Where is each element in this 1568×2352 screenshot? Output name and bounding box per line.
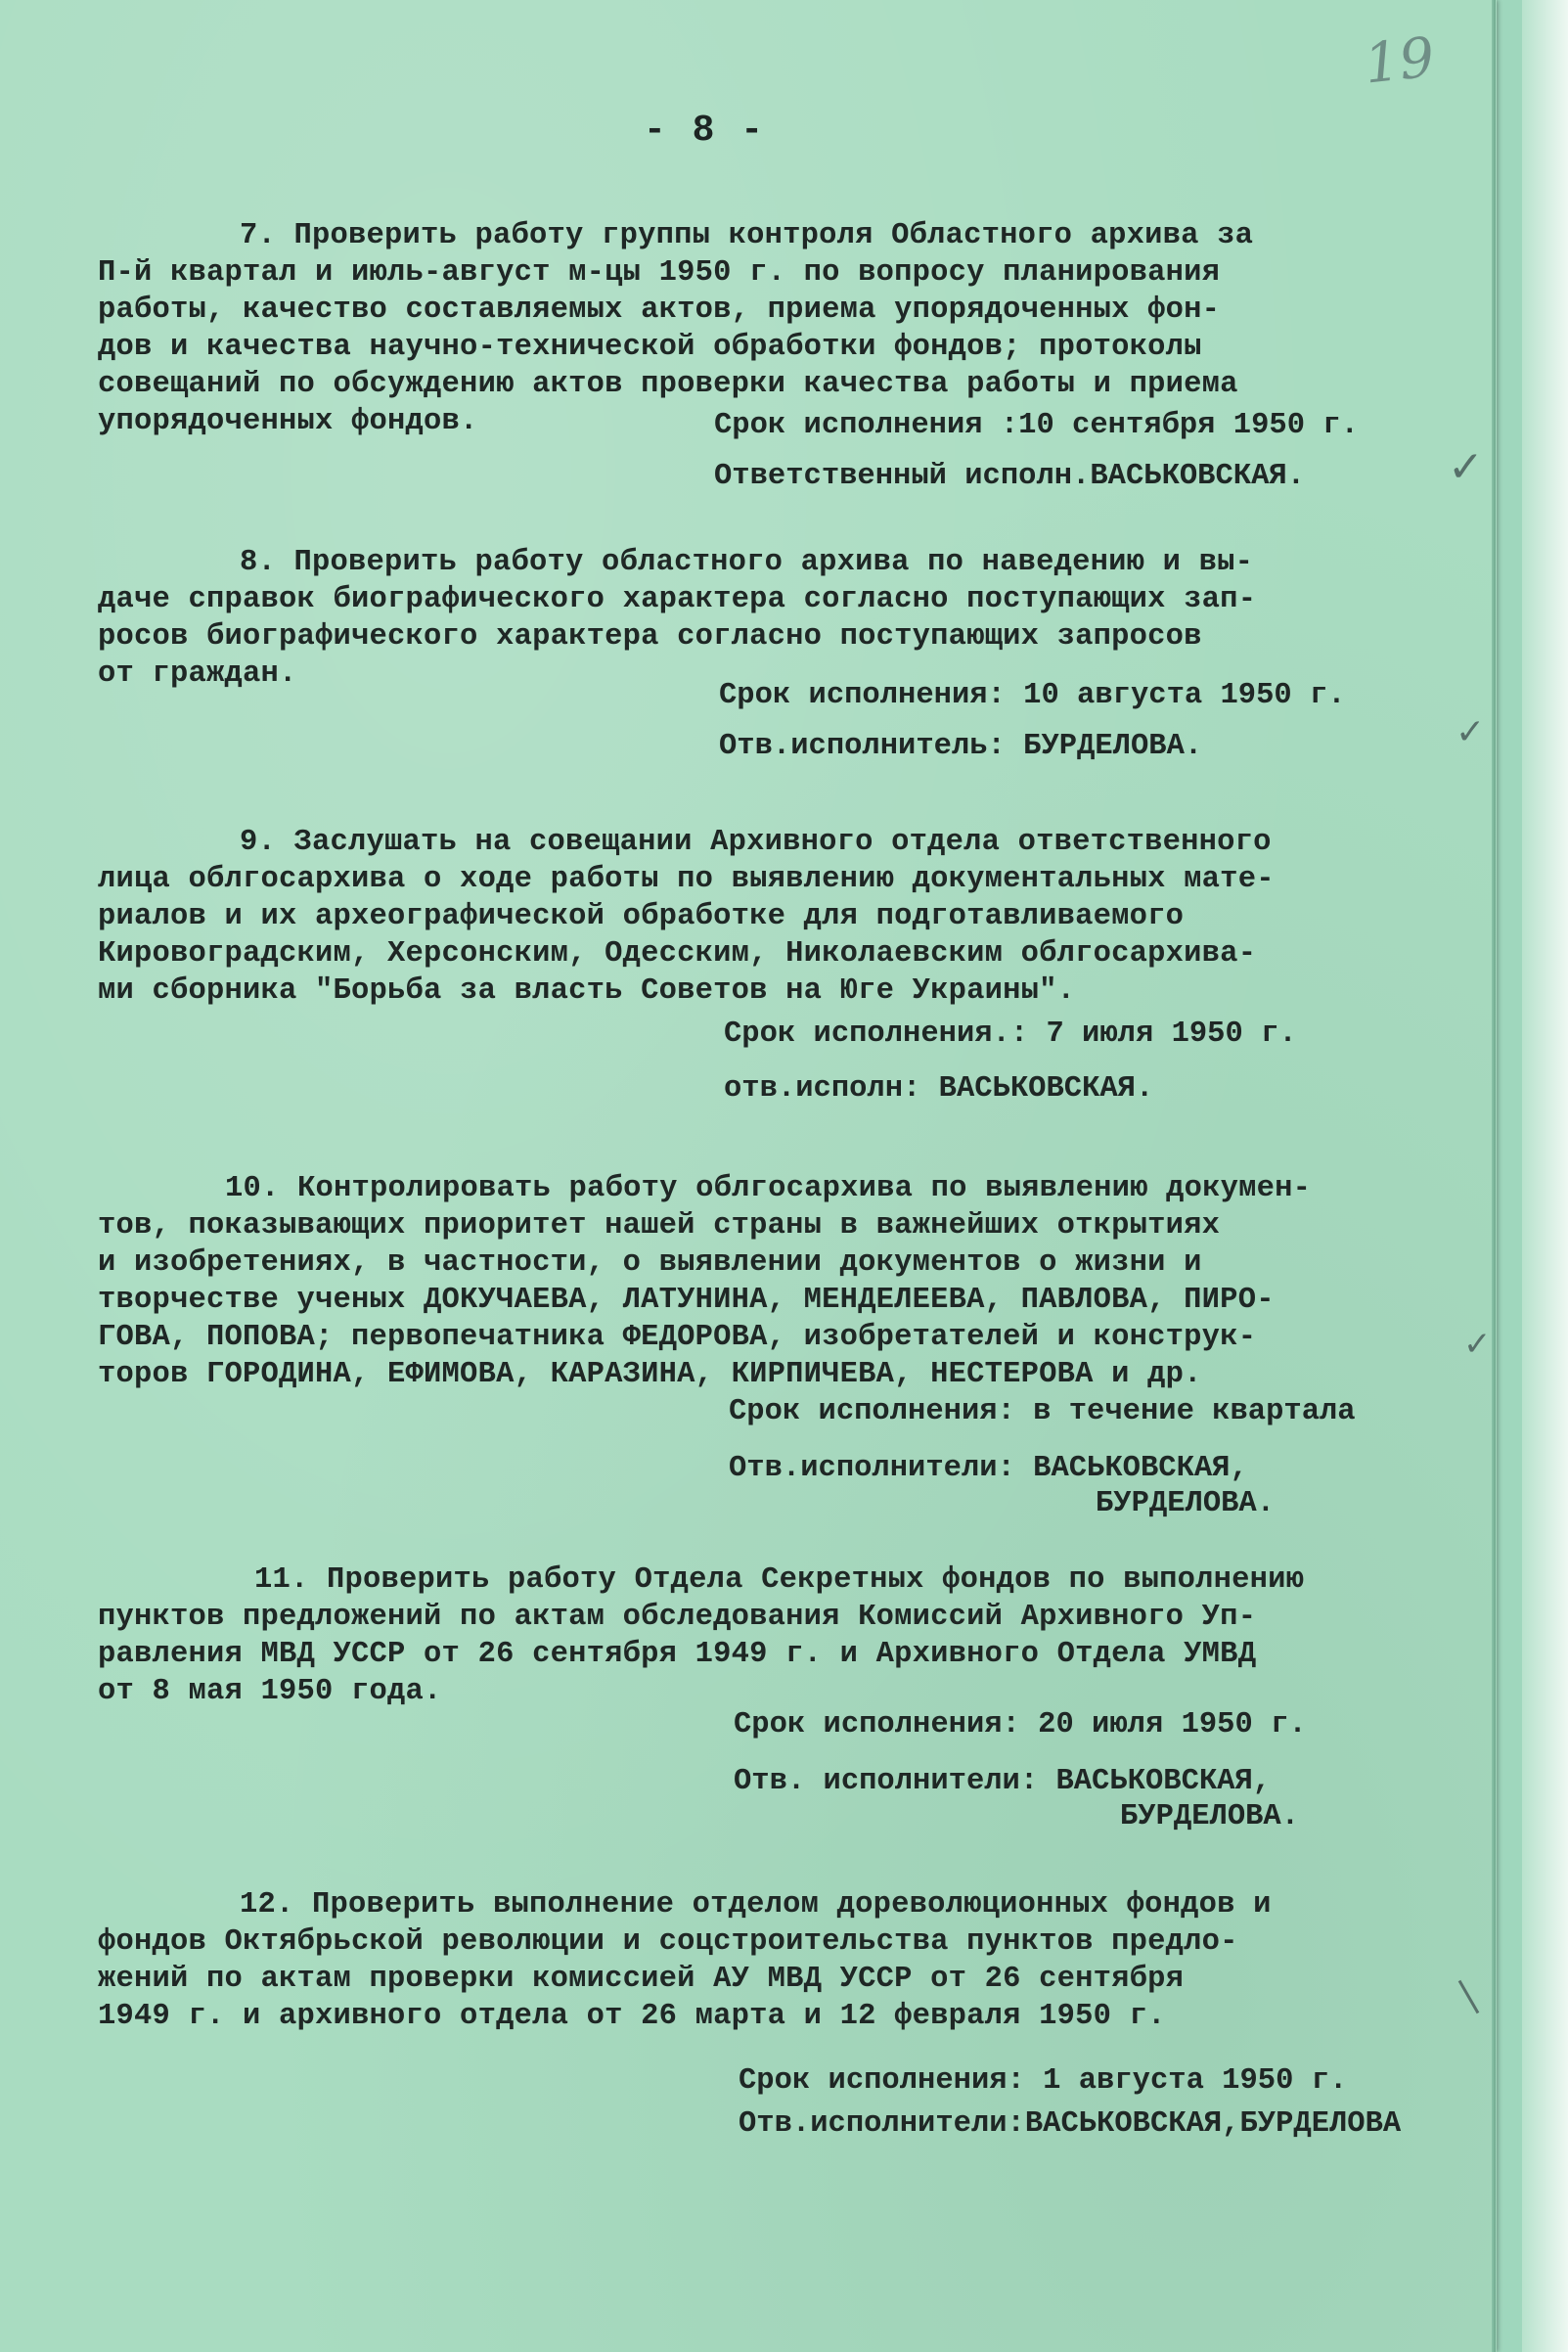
text-line: от граждан. — [98, 657, 297, 691]
text-line: 9. Заслушать на совещании Архивного отдела ответственного — [240, 826, 1272, 859]
text-line: фондов Октябрьской революции и соцстроительства пунктов предло- — [98, 1925, 1238, 1959]
text-line: творчестве ученых ДОКУЧАЕВА, ЛАТУНИНА, МЕНДЕЛЕЕВА, ПАВЛОВА, ПИРО- — [98, 1284, 1275, 1317]
item-9-deadline: Срок исполнения.: 7 июля 1950 г. — [724, 1018, 1297, 1051]
folio-number: 19 — [1361, 25, 1438, 97]
text-line: 10. Контролировать работу облгосархива по выявлению докумен- — [225, 1172, 1312, 1205]
item-8-text — [98, 544, 1482, 693]
text-line: лица облгосархива о ходе работы по выявлению документальных мате- — [98, 863, 1275, 896]
page-number: - 8 - — [643, 110, 766, 152]
text-line: тов, показывающих приоритет нашей страны в важнейших открытиях — [98, 1209, 1221, 1243]
check-mark-icon: ✓ — [1463, 1325, 1492, 1364]
item-8-executor: Отв.исполнитель: БУРДЕЛОВА. — [719, 730, 1203, 763]
check-mark-icon: ✓ — [1456, 712, 1486, 752]
item-11-deadline: Срок исполнения: 20 июля 1950 г. — [734, 1708, 1307, 1741]
text-line: даче справок биографического характера согласно поступающих зап- — [98, 583, 1257, 616]
underlying-sheet-edge — [1522, 0, 1568, 2352]
item-11-executor: Отв. исполнители: ВАСЬКОВСКАЯ, — [734, 1765, 1272, 1798]
text-line: работы, качество составляемых актов, приема упорядоченных фон- — [98, 294, 1221, 327]
text-line: 11. Проверить работу Отдела Секретных фондов по выполнению — [254, 1563, 1305, 1597]
text-line: совещаний по обсуждению актов проверки качества работы и приема — [98, 368, 1238, 401]
item-9-text — [98, 824, 1482, 1010]
item-10-executor: Отв.исполнители: ВАСЬКОВСКАЯ, — [729, 1452, 1248, 1485]
text-line: пунктов предложений по актам обследования Комиссий Архивного Уп- — [98, 1601, 1257, 1634]
item-11-text — [98, 1561, 1482, 1710]
text-line: ми сборника "Борьба за власть Советов на Юге Украины". — [98, 974, 1076, 1008]
item-10-executor-2: БУРДЕЛОВА. — [1096, 1487, 1276, 1520]
check-mark-icon: ✓ — [1448, 442, 1484, 492]
text-line: от 8 мая 1950 года. — [98, 1675, 442, 1708]
text-line: Кировоградским, Херсонским, Одесским, Николаевским облгосархива- — [98, 937, 1257, 971]
text-line: равления МВД УССР от 26 сентября 1949 г. и Архивного Отдела УМВД — [98, 1638, 1257, 1671]
item-8-deadline: Срок исполнения: 10 августа 1950 г. — [719, 679, 1346, 712]
item-12-text — [98, 1886, 1482, 2035]
text-line: 7. Проверить работу группы контроля Областного архива за — [240, 219, 1254, 252]
text-line: дов и качества научно-технической обработки фондов; протоколы — [98, 331, 1202, 364]
page-edge — [1492, 0, 1496, 2352]
text-line: и изобретениях, в частности, о выявлении документов о жизни и — [98, 1246, 1202, 1280]
item-10-deadline: Срок исполнения: в течение квартала — [729, 1395, 1356, 1428]
item-10-text — [98, 1170, 1482, 1393]
item-7-deadline: Срок исполнения :10 сентября 1950 г. — [714, 409, 1359, 442]
text-line: 8. Проверить работу областного архива по наведению и вы- — [240, 546, 1254, 579]
text-line: 1949 г. и архивного отдела от 26 марта и 12 февраля 1950 г. — [98, 2000, 1166, 2033]
text-line: риалов и их археографической обработке для подготавливаемого — [98, 900, 1185, 933]
text-line: ГОВА, ПОПОВА; первопечатника ФЕДОРОВА, изобретателей и конструк- — [98, 1321, 1257, 1354]
text-line: П-й квартал и июль-август м-цы 1950 г. по вопросу планирования — [98, 256, 1221, 290]
item-11-executor-2: БУРДЕЛОВА. — [1120, 1800, 1300, 1833]
text-line: 12. Проверить выполнение отделом дореволюционных фондов и — [240, 1888, 1272, 1922]
item-9-executor: отв.исполн: ВАСЬКОВСКАЯ. — [724, 1072, 1154, 1106]
text-line: жений по актам проверки комиссией АУ МВД УССР от 26 сентября — [98, 1963, 1185, 1996]
text-line: упорядоченных фондов. — [98, 405, 478, 438]
text-line: росов биографического характера согласно поступающих запросов — [98, 620, 1202, 654]
item-7-executor: Ответственный исполн.ВАСЬКОВСКАЯ. — [714, 460, 1305, 493]
text-line: торов ГОРОДИНА, ЕФИМОВА, КАРАЗИНА, КИРПИЧЕВА, НЕСТЕРОВА и др. — [98, 1358, 1202, 1391]
item-12-executor: Отв.исполнители:ВАСЬКОВСКАЯ,БУРДЕЛОВА — [739, 2107, 1402, 2141]
item-12-deadline: Срок исполнения: 1 августа 1950 г. — [739, 2064, 1348, 2098]
